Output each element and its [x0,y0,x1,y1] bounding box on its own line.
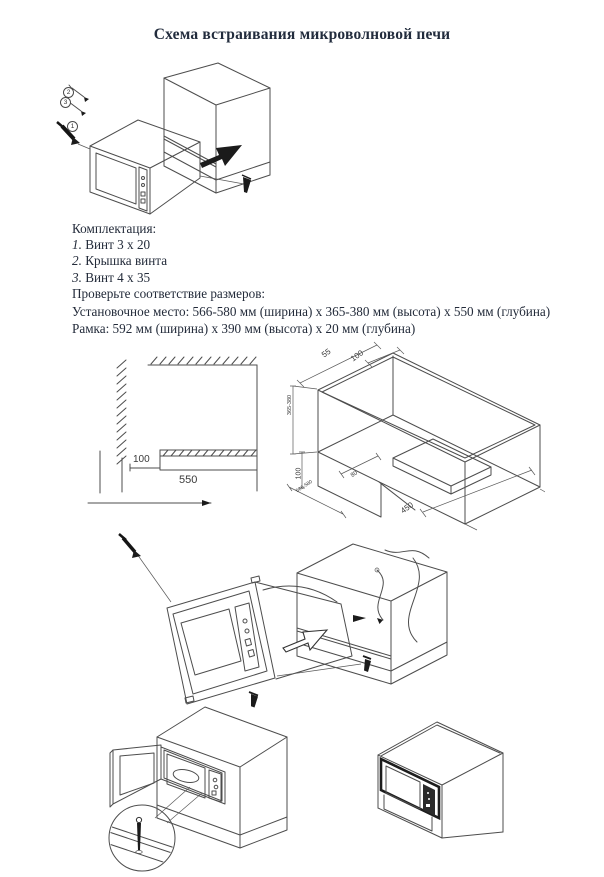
kit-heading: Комплектация: [72,221,157,236]
frame-dimensions-text: Рамка: 592 мм (ширина) x 390 мм (высота) x 20 мм (глубина) [72,320,416,336]
callout-1: 1 [67,121,78,132]
dim-label-top-100: 100 [349,348,366,364]
kit-list [72,221,265,302]
kit-item-number: 3. [72,269,82,285]
diagram-fixing-detail [55,692,327,877]
kit-item [72,270,265,286]
push-arrow-icon [283,630,327,652]
diagram-side-section [85,352,275,512]
check-note: Проверьте соответствие размеров: [72,285,266,301]
diagram-mount-frame [115,528,455,716]
dim-label-80: 80 [350,470,359,479]
niche-dimensions-text: Установочное место: 566-580 мм (ширина) x 365-380 мм (высота) x 550 мм (глубина) [72,304,551,319]
diagram-insert-overview [52,62,304,218]
dim-label-bottom-100: 100 [295,467,303,480]
kit-item [72,237,265,253]
dim-label-depth-550: 550 [179,474,198,486]
diagram-installed-view [356,698,570,856]
kit-item-label: Винт 4 x 35 [85,269,151,285]
dim-label-55: 55 [320,346,333,360]
kit-item [72,253,265,269]
dim-label-450: 450 [399,500,416,516]
kit-item-label: Крышка винта [85,253,168,269]
kit-item-number: 1. [72,237,82,253]
callout-3: 3 [60,97,71,108]
dim-label-width-566-580: 566-580 [295,479,314,495]
kit-item-number: 2. [72,253,82,269]
dim-label-rear-gap: 100 [133,454,150,465]
kit-item-label: Винт 3 x 20 [85,237,151,253]
page-title: Схема встраивания микроволновой печи [153,26,451,43]
callout-2: 2 [63,87,74,98]
dim-label-height-365-380: 365-380 [287,394,293,416]
dimensions-text [72,304,550,337]
insert-arrow-icon [200,145,242,168]
